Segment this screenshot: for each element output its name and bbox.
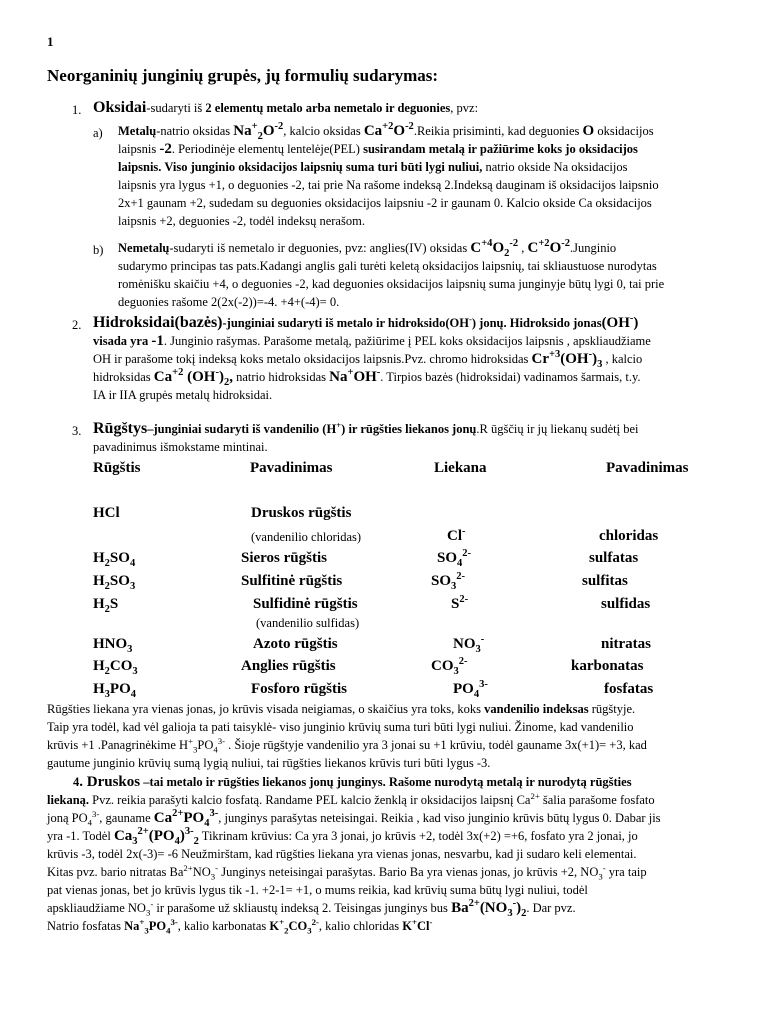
text: IA ir IIA grupės metalų hidroksidai. — [93, 388, 273, 402]
text: ) ir rūgšties liekanos jonų — [341, 422, 477, 436]
table-cell: HCl — [93, 505, 120, 521]
subsection-b-heading: Nemetalų — [118, 241, 170, 255]
subsection-a-label: a) — [93, 126, 103, 140]
table-cell: $S^{2-}$ — [451, 594, 469, 612]
text: laipsnis yra lygus +1, o deguonies -2, tai prie Na rašome indeksą 2.Indeksą dauginam iš oksidacijos laipsnio — [118, 178, 659, 192]
section-4-heading: . Druskos — [79, 774, 141, 790]
text: . Tirpios bazės (hidroksidai) vadinamos šarmais, t.y. — [380, 370, 641, 384]
section-1-number: 1. — [72, 103, 82, 117]
formula-oh: (OH-) — [601, 313, 639, 331]
section-2-number: 2. — [72, 318, 82, 332]
table-cell: chloridas — [599, 528, 659, 544]
formula-cr-oh3: $Cr^{+3}(OH^-)_3$ — [531, 349, 603, 370]
subsection-a-text — [118, 122, 733, 230]
text: , kalcio — [602, 352, 643, 366]
section-3-text: Rūgštys–junginiai sudaryti iš vandenilio (H+) ir rūgšties liekanos jonų.R ūgščių ir jų liekanų sudėtį bei pavadinimus išmokstame mintinai. — [93, 420, 733, 456]
text: Kitas pvz. bario nitratas Ba — [47, 865, 184, 879]
formula-na3po4: $Na^+_3PO_4^{3-}$ — [124, 916, 178, 936]
text: ir parašome už skliaustų indeksą 2. Teisingas junginys bus — [153, 901, 452, 915]
formula-cao: $Ca^{+2}O^{-2}$ — [363, 121, 414, 139]
text: šalia parašome fosfato — [539, 793, 655, 807]
text: hidroksidas — [93, 370, 154, 384]
text: .Junginio — [569, 241, 617, 255]
table-cell: fosfatas — [604, 681, 654, 697]
table-cell: Sieros rūgštis — [241, 550, 327, 566]
text: yra -1. Todėl — [47, 829, 114, 843]
table-cell: Sulfitinė rūgštis — [241, 573, 343, 589]
text: Taip yra todėl, kad vėl galioja ta pati taisyklė- viso junginio krūvių suma turi būti lygi nuliui. Žinome, kad vandenilio — [47, 720, 634, 734]
formula-ca3-po4-2: $Ca_3^{2+}(PO_4)^{3-}_2$ — [113, 826, 199, 847]
text: NO — [192, 865, 211, 879]
table-header-residue: Liekana — [434, 460, 487, 476]
text: visada yra — [93, 334, 152, 348]
text: natrio hidroksidas — [232, 370, 330, 384]
table-cell: $CO_3^{2-}$ — [431, 656, 468, 677]
table-cell: $H_2SO_3$ — [93, 573, 136, 592]
table-cell: $SO_4^{2-}$ — [437, 548, 472, 569]
text: gautume junginio krūvių sumą lygią nuliui, tai rūgšties liekanos krūvis turi būti lygus -3. — [47, 756, 491, 770]
table-cell: $SO_3^{2-}$ — [431, 571, 466, 592]
text: , junginys parašytas neteisingai. Reikia , kad viso junginio krūvis būtų lygus 0. Dabar jis — [218, 811, 661, 825]
text: –tai metalo ir rūgšties liekanos jonų junginys. Rašome nurodytą metalą ir nurodytą rūgšties — [140, 775, 632, 789]
formula-kcl: K+Cl- — [402, 916, 433, 933]
table-cell: $NO_3^-$ — [453, 634, 485, 655]
text: natrio okside Na oksidacijos — [482, 160, 628, 174]
table-cell: nitratas — [601, 636, 651, 652]
section-3-number: 3. — [72, 424, 82, 438]
subsection-b-text — [118, 239, 733, 311]
formula-naoh: Na+OH- — [329, 367, 381, 385]
text: liekaną. — [47, 793, 90, 807]
subsection-b-label: b) — [93, 243, 104, 257]
text: , kalio karbonatas — [177, 919, 270, 933]
table-cell: Druskos rūgštis — [251, 505, 352, 521]
text: deguonies rašome 2(2x(-2))=-4. +4+(-4)= 0. — [118, 295, 340, 309]
formula-ca-oh2: $Ca^{+2}$ $(OH^-)_2$, — [153, 367, 233, 388]
text: , kalio chloridas — [318, 919, 403, 933]
table-cell: sulfitas — [582, 573, 628, 589]
text: -2 — [159, 141, 172, 157]
table-cell: $H_2SO_4$ — [93, 550, 136, 569]
text: pavadinimus išmokstame mintinai. — [93, 440, 268, 454]
text: . Šioje rūgštyje vandenilio yra 3 jonai su +1 krūviu, todėl gauname 3x(+1)= +3, kad — [225, 738, 647, 752]
text: 2x+1 gaunam +2, sudedam su deguonies oksidacijos laipsniu -2 ir gaunam 0. Kalcio okside Ca oksidacijos — [118, 196, 652, 210]
text: krūvis +1 .Panagrinėkime H — [47, 738, 189, 752]
section-4-text: 4. Druskos –tai metalo ir rūgšties liekanos jonų junginys. Rašome nurodytą metalą ir nurodytą rūgšties liekaną. Pvz. reikia parašyti kalcio fosfatą. Randame PEL kalcio ženklą ir oksidacijos laipsnį $Ca^{2+}$ šalia parašome fosfato joną $PO_4^{3-}$, gauname $Ca^{2+}PO_4^{3-}$, junginys parašytas neteisingai. Reikia , kad viso junginio krūvis būtų lygus 0. Dabar jis yra -1. Todėl $Ca_3^{2+}(PO_4)^{3-}_2$ Tikrinam krūvius: Ca yra 3 jonai, jo krūvis +2, todėl 3x(+2) =+6, fosfato yra 2 jonai, jo krūvis -3, todėl 2x(-3)= -6 Neužmirštam, kad rūgšties liekana yra vienas jonas, nesvarbu, kad ji sudaro keli elementai. Kitas pvz. bario nitratas $Ba^{2+}NO_3^-$ Junginys neteisingai parašytas. Bario Ba yra vienas jonas, jo krūvis +2, $NO_3^-$ yra taip pat vienas jonas, bet jo krūvis lygus tik -1. +2-1= +1, o mums reikia, kad krūvių suma būtų lygi nuliui, todėl apskliaudžiame $NO_3^-$ ir parašome už skliaustų indeksą 2. Teisingas junginys bus $Ba^{2+}(NO_3^-)_2$. Dar pvz. Natrio fosfatas $Na^+_3PO_4^{3-}$, kalio karbonatas $K^+_2CO_3^{2-}$, kalio chloridas K+Cl- — [47, 773, 737, 935]
text: apskliaudžiame NO — [47, 901, 146, 915]
text: Junginys neteisingai parašytas. Bario Ba yra vienas jonas, jo krūvis +2, NO — [218, 865, 599, 879]
text: joną PO — [47, 811, 88, 825]
table-header-name: Pavadinimas — [250, 460, 333, 476]
text: .Reikia prisiminti, kad deguonies — [413, 124, 583, 138]
acid-residue-paragraph: Rūgšties liekana yra vienas jonas, jo krūvis visada neigiamas, o skaičius yra toks, koks vandenilio indeksas rūgštyje. Taip yra todėl, kad vėl galioja ta pati taisyklė- viso junginio krūvių suma turi būti lygi nuliui. Žinome, kad vandenilio krūvis +1 .Panagrinėkime $H^+_3PO_4^{3-}$ . Šioje rūgštyje vandenilio yra 3 jonai su +1 krūviu, todėl gauname 3x(+1)= +3, kad gautume junginio krūvių sumą lygią nuliui, tai rūgšties liekanos krūvis turi būti lygus -3. — [47, 700, 737, 772]
text: , gauname — [99, 811, 154, 825]
text: rūgštyje. — [588, 702, 636, 716]
table-cell: $H_2S$ — [93, 596, 119, 615]
text: . Junginio rašymas. Parašome metalą, pažiūrime į PEL koks oksidacijos laipsnis , apskliaudžiame — [163, 334, 651, 348]
table-cell: Sulfidinė rūgštis — [253, 596, 358, 612]
text: –junginiai sudaryti iš vandenilio (H — [147, 422, 337, 436]
section-1-intro — [93, 99, 478, 117]
text: . Dar pvz. — [526, 901, 576, 915]
text: yra taip — [605, 865, 647, 879]
table-cell: $PO_4^{3-}$ — [453, 679, 488, 700]
text: Pvz. reikia parašyti kalcio fosfatą. Randame PEL kalcio ženklą ir oksidacijos laipsnį Ca — [89, 793, 531, 807]
text: krūvis -3, todėl 2x(-3)= -6 Neužmirštam, kad rūgšties liekana yra vienas jonas, nesvarbu, kad ji sudaro keli elementai. — [47, 847, 637, 861]
page-number: 1 — [47, 34, 54, 49]
text: vandenilio indeksas — [484, 702, 589, 716]
table-cell-note: (vandenilio sulfidas) — [256, 616, 360, 630]
table-cell: $H_2CO_3$ — [93, 658, 138, 677]
text: -sudaryti iš — [146, 101, 206, 115]
table-cell: sulfidas — [601, 596, 651, 612]
text: -natrio oksidas — [156, 124, 234, 138]
text: romėnišku skaičiu +4, o deguonies -2, kad deguonies oksidacijos laipsnių suma junginyje būtų lygi 0, tai prie — [118, 277, 665, 291]
text: OH ir parašome tokį indeksą koks metalo oksidacijos laipsnis.Pvz. chromo hidroksidas — [93, 352, 532, 366]
text: , kalcio oksidas — [283, 124, 364, 138]
text: laipsnis — [118, 142, 160, 156]
formula-ca-po4: $Ca^{2+}PO_4^{3-}$ — [153, 808, 219, 829]
text: Natrio fosfatas — [47, 919, 125, 933]
text: Tikrinam krūvius: Ca yra 3 jonai, jo krūvis +2, todėl 3x(+2) =+6, fosfato yra 2 jonai, jo — [198, 829, 638, 843]
text: susirandam metalą ir pažiūrime koks jo oksidacijos — [363, 142, 638, 156]
table-header-residue-name: Pavadinimas — [606, 460, 689, 476]
text: laipsnis +2, deguonies -2, todėl indeksų nerašom. — [118, 214, 365, 228]
table-cell: sulfatas — [589, 550, 639, 566]
table-cell: Fosforo rūgštis — [251, 681, 347, 697]
section-4-number: 4 — [73, 775, 80, 789]
text: .R ūgščių ir jų liekanų sudėtį bei — [476, 422, 639, 436]
text: . Periodinėje elementų lentelėje(PEL) — [171, 142, 364, 156]
formula-k2co3: $K^+_2CO_3^{2-}$ — [269, 916, 319, 936]
text: Rūgšties liekana yra vienas jonas, jo krūvis visada neigiamas, o skaičius yra toks, koks — [47, 702, 485, 716]
text: O — [582, 123, 595, 139]
table-cell-note: (vandenilio chloridas) — [251, 530, 362, 544]
section-1-heading: Oksidai — [93, 99, 147, 116]
section-2-text: Hidroksidai(bazės)-junginiai sudaryti iš metalo ir hidroksido(OH-) jonų. Hidroksido jonas(OH-) visada yra -1. Junginio rašymas. Parašome metalą, pažiūrime į PEL koks oksidacijos laipsnis , apskliaudžiame OH ir parašome tokį indeksą koks metalo oksidacijos laipsnis.Pvz. chromo hidroksidas $Cr^{+3}(OH^-)_3$ , kalcio hidroksidas $Ca^{+2}$ $(OH^-)_2$, natrio hidroksidas Na+OH-. Tirpios bazės (hidroksidai) vadinamos šarmais, t.y. IA ir IIA grupės metalų hidroksidai. — [93, 314, 733, 404]
section-2-heading: Hidroksidai(bazės) — [93, 314, 223, 331]
table-cell: Anglies rūgštis — [241, 658, 336, 674]
subsection-a-heading: Metalų — [118, 124, 157, 138]
table-cell: $H_3PO_4$ — [93, 681, 137, 700]
formula-na2o: $Na^+_2O^{-2}$ — [233, 121, 284, 142]
text: Cl — [447, 528, 462, 544]
text: -sudaryti iš nemetalo ir deguonies, pvz: anglies(IV) oksidas — [169, 241, 471, 255]
text: -junginiai sudaryti iš metalo ir hidroksido(OH — [222, 316, 469, 330]
text: 2 elementų metalo arba nemetalo ir deguonies — [205, 101, 451, 115]
text: , pvz: — [450, 101, 479, 115]
table-cell: Azoto rūgštis — [253, 636, 338, 652]
table-cell: $HNO_3$ — [93, 636, 133, 655]
formula-co: $C^{+2}O^{-2}$ — [527, 238, 570, 256]
text: , — [518, 241, 528, 255]
text: pat vienas jonas, bet jo krūvis lygus tik -1. +2-1= +1, o mums reikia, kad krūvių suma būtų lygi nuliui, todėl — [47, 883, 588, 897]
text: laipsnis. Viso junginio oksidacijos laipsnių suma turi būti lygi nuliui, — [118, 160, 483, 174]
text: sudarymo principas tas pats.Kadangi anglis gali turėti keletą oksidacijos laipsnių, tai skliaustuose nurodytas — [118, 259, 657, 273]
page-title: Neorganinių junginių grupės, jų formulių sudarymas: — [47, 66, 439, 85]
table-cell: Cl- — [447, 526, 466, 544]
table-header-acid: Rūgštis — [93, 460, 141, 476]
text: -1 — [151, 333, 164, 349]
text: oksidacijos — [594, 124, 654, 138]
formula-ba-no3-2: $Ba^{2+}(NO_3^-)_2$ — [451, 898, 527, 919]
formula-co2: $C^{+4}O_2^{-2}$ — [470, 238, 519, 259]
table-cell: karbonatas — [571, 658, 644, 674]
section-3-heading: Rūgštys — [93, 420, 148, 437]
text: ) jonų. Hidroksido jonas — [471, 316, 602, 330]
